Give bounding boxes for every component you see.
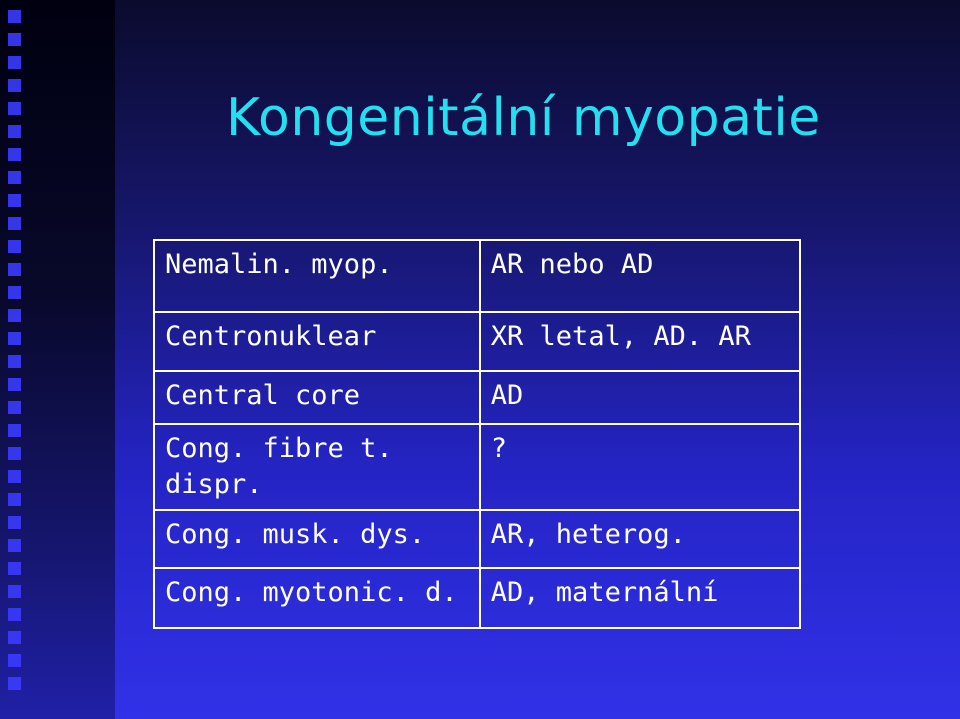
table-row — [154, 240, 800, 312]
table-row — [154, 424, 800, 510]
slide-title: Kongenitální myopatie — [226, 88, 821, 148]
condition-cell: Cong. fibre t. dispr. — [154, 424, 480, 510]
condition-cell: Centronuklear — [154, 312, 480, 371]
myopathy-table — [153, 239, 801, 629]
inheritance-cell: ? — [480, 424, 800, 510]
condition-cell: Nemalin. myop. — [154, 240, 480, 312]
inheritance-cell: AR, heterog. — [480, 510, 800, 568]
inheritance-cell: AD — [480, 371, 800, 424]
table-row — [154, 312, 800, 371]
condition-cell: Cong. myotonic. d. — [154, 568, 480, 628]
condition-cell: Cong. musk. dys. — [154, 510, 480, 568]
condition-cell: Central core — [154, 371, 480, 424]
table-row — [154, 568, 800, 628]
decorative-squares — [8, 10, 24, 700]
table-row — [154, 371, 800, 424]
left-decorative-strip — [0, 0, 115, 719]
inheritance-cell: AR nebo AD — [480, 240, 800, 312]
inheritance-cell: XR letal, AD. AR — [480, 312, 800, 371]
inheritance-cell: AD, maternální — [480, 568, 800, 628]
table-row — [154, 510, 800, 568]
